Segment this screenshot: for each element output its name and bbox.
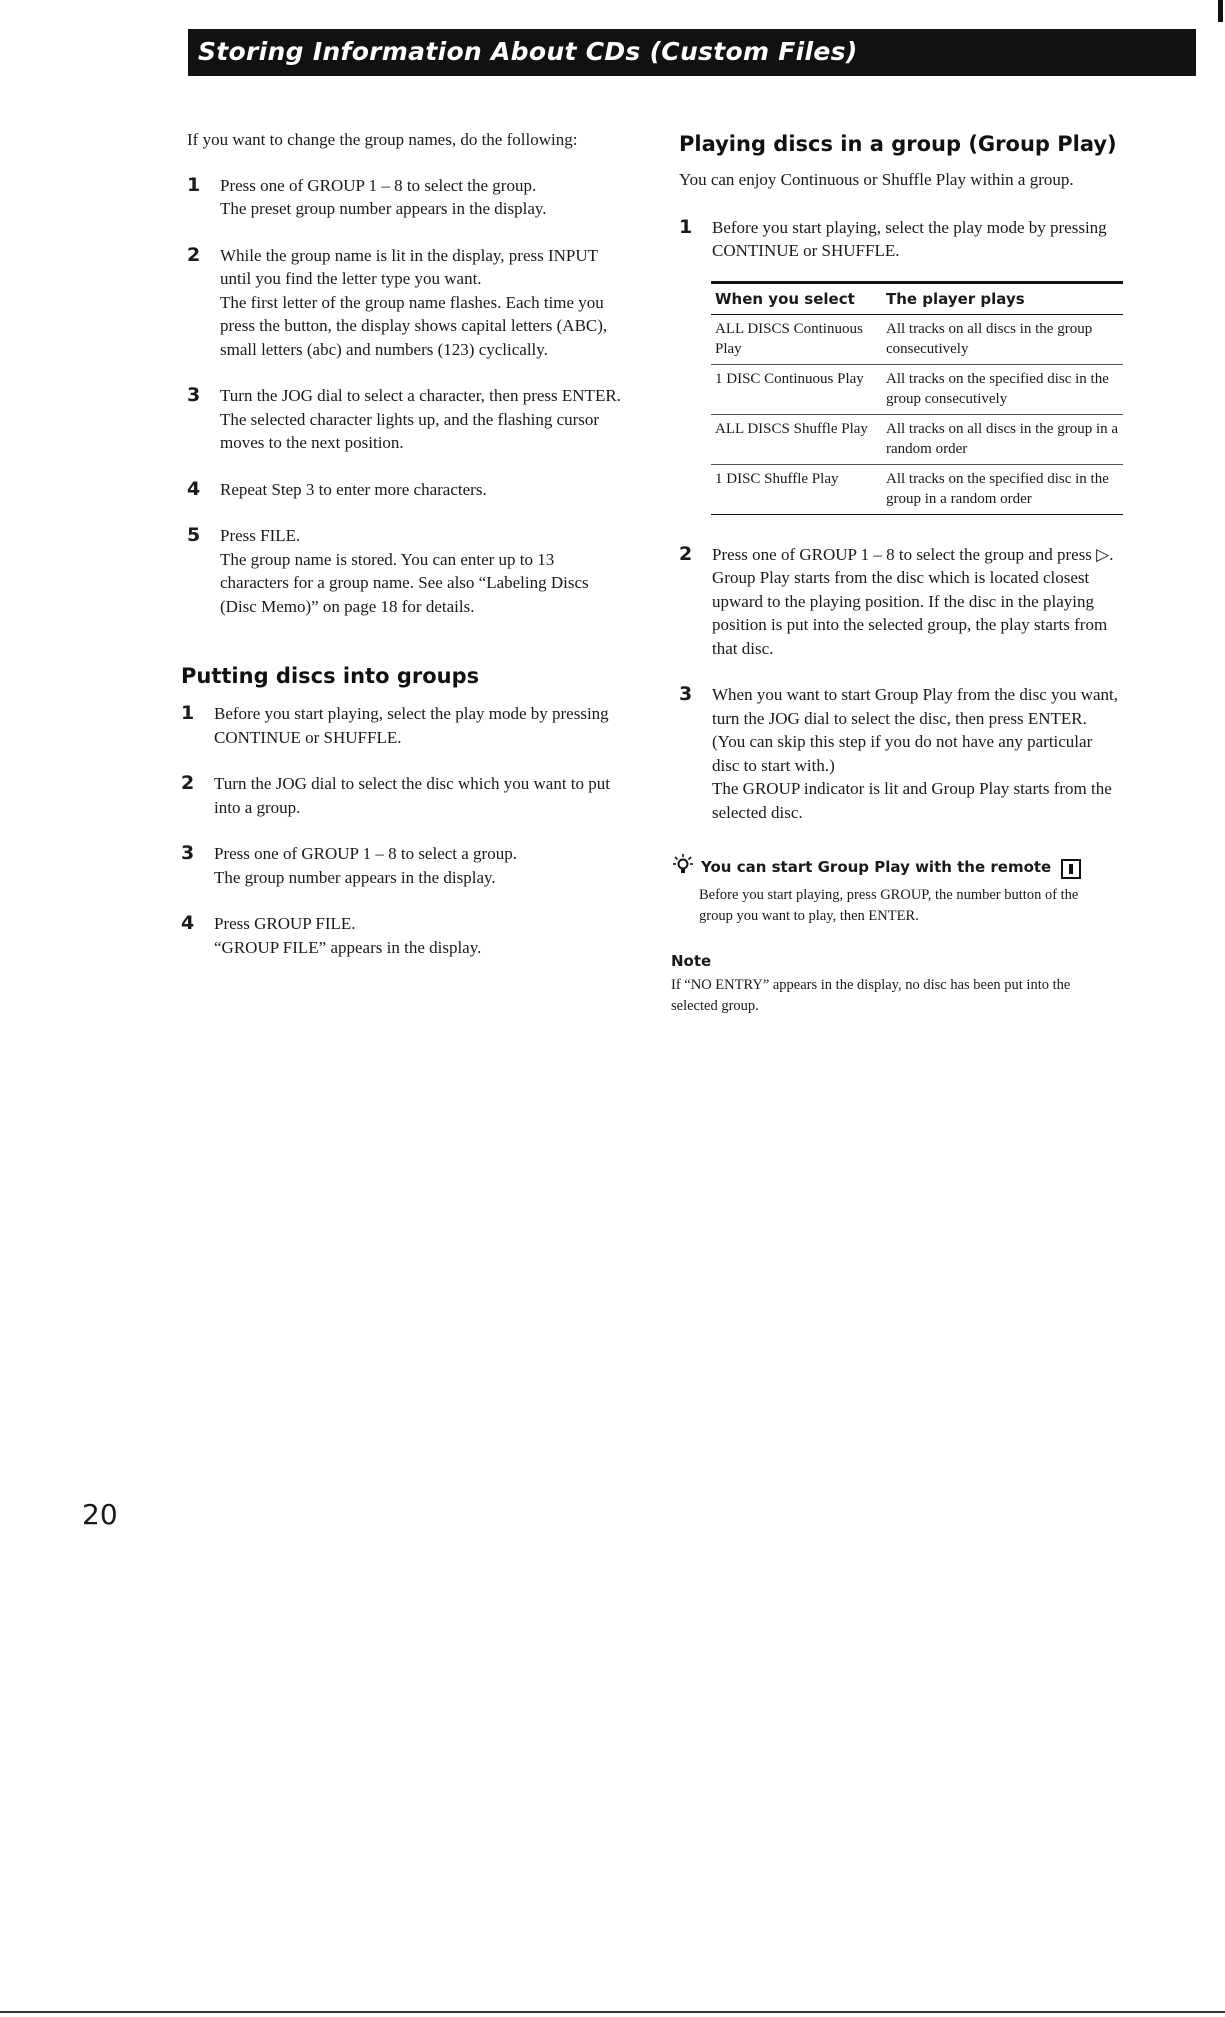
edge-mark: [1218, 0, 1223, 22]
step: [187, 244, 625, 362]
lightbulb-icon: [673, 854, 697, 883]
remote-icon: [1061, 859, 1081, 879]
table-cell: All tracks on the specified disc in the group consecutively: [882, 364, 1123, 414]
step: [679, 216, 1119, 263]
step: [181, 842, 625, 889]
step-line: While the group name is lit in the display, press INPUT until you find the letter type you want.: [220, 245, 598, 288]
table-row: [711, 414, 1123, 464]
step-number: 3: [187, 384, 201, 406]
note-box: [671, 951, 1119, 1017]
step: [679, 543, 1119, 661]
table-cell: ALL DISCS Shuffle Play: [711, 414, 882, 464]
table-header-row: [711, 282, 1123, 314]
step-line: Turn the JOG dial to select a character, then press ENTER.: [220, 386, 621, 405]
section-header: [188, 29, 1196, 76]
page-number: 20: [82, 1498, 118, 1531]
hint-body: Before you start playing, press GROUP, the number button of the group you want to play, then ENTER.: [699, 887, 1079, 924]
bottom-rule: [0, 2011, 1225, 2013]
left-column: [181, 128, 625, 959]
table-cell: All tracks on the specified disc in the group in a random order: [886, 470, 1109, 507]
step-number: 2: [181, 772, 195, 794]
rename-steps: [187, 174, 625, 619]
step-line: Press one of GROUP 1 – 8 to select a group.: [214, 844, 517, 863]
step: [181, 702, 625, 749]
step-line: “GROUP FILE” appears in the display.: [214, 937, 482, 957]
hint-header: [673, 854, 1119, 883]
column-header: The player plays: [882, 282, 1123, 314]
table-cell: 1 DISC Continuous Play: [711, 364, 882, 414]
step-line: The selected character lights up, and the flashing cursor moves to the next position.: [220, 409, 600, 452]
hint-box: [673, 854, 1119, 927]
step: [187, 524, 625, 618]
step-line: The group name is stored. You can enter up to 13 characters for a group name. See also “Labeling Discs (Disc Memo)” on page 18 for details.: [220, 549, 589, 616]
group-play-intro: You can enjoy Continuous or Shuffle Play within a group.: [679, 170, 1074, 189]
hint-title: You can start Group Play with the remote: [701, 858, 1052, 877]
section-title: Storing Information About CDs (Custom Files): [198, 37, 858, 66]
group-play-heading: Playing discs in a group (Group Play): [679, 132, 1117, 156]
step-line: Before you start playing, select the play mode by pressing CONTINUE or SHUFFLE.: [214, 704, 609, 747]
step: [181, 912, 625, 959]
step: [187, 478, 625, 502]
step: [679, 683, 1119, 824]
step-line: Group Play starts from the disc which is located closest upward to the playing position. If the disc in the playing position is put into the selected group, the play starts from that disc.: [712, 568, 1108, 658]
table-cell: ALL DISCS Continuous Play: [711, 314, 882, 364]
step-number: 2: [679, 542, 693, 565]
step: [187, 174, 625, 221]
step-line: Repeat Step 3 to enter more characters.: [220, 479, 487, 499]
column-header: When you select: [711, 282, 882, 314]
step-line: Press FILE.: [220, 526, 301, 545]
step-line: Before you start playing, select the play mode by pressing CONTINUE or SHUFFLE.: [712, 217, 1107, 260]
step-line: The preset group number appears in the display.: [220, 199, 547, 218]
putting-steps: [181, 702, 625, 959]
step-number: 3: [679, 683, 693, 705]
table-cell: 1 DISC Shuffle Play: [715, 470, 839, 487]
step-number: 5: [187, 524, 201, 546]
play-mode-table: [711, 281, 1123, 515]
step-line: Turn the JOG dial to select the disc which you want to put into a group.: [214, 774, 610, 817]
table-row: [711, 314, 1123, 364]
step-line: The first letter of the group name flashes. Each time you press the button, the display shows capital letters (ABC), small letters (abc) and numbers (123) cyclically.: [220, 292, 608, 359]
right-column: [671, 128, 1119, 1017]
step-line: When you want to start Group Play from the disc you want, turn the JOG dial to select the disc, then press ENTER. (You can skip this step if you do not have any particular disc to start with.): [712, 685, 1119, 775]
note-body: If “NO ENTRY” appears in the display, no disc has been put into the selected group.: [671, 977, 1071, 1014]
table-cell: All tracks on all discs in the group in a random order: [882, 414, 1123, 464]
putting-heading: Putting discs into groups: [181, 664, 480, 688]
rename-intro: If you want to change the group names, do the following:: [187, 130, 578, 149]
note-title: Note: [671, 952, 712, 970]
table-cell: All tracks on all discs in the group consecutively: [882, 314, 1123, 364]
step-number: 1: [187, 173, 201, 196]
step-line: Press one of GROUP 1 – 8 to select the group.: [220, 175, 537, 195]
step-number: 4: [181, 912, 195, 934]
step-number: 2: [187, 243, 201, 266]
step-line: The GROUP indicator is lit and Group Play starts from the selected disc.: [712, 779, 1112, 822]
step-number: 1: [679, 215, 693, 238]
step-line: Press one of GROUP 1 – 8 to select the group and press ▷.: [712, 544, 1114, 564]
table-row: [711, 464, 1123, 514]
step: [181, 772, 625, 819]
step-number: 3: [181, 842, 195, 864]
step-line: The group number appears in the display.: [214, 867, 496, 887]
step-line: Press GROUP FILE.: [214, 914, 356, 933]
step-number: 1: [181, 702, 195, 724]
step-number: 4: [187, 477, 201, 500]
table-row: [711, 364, 1123, 414]
step: [187, 384, 625, 455]
